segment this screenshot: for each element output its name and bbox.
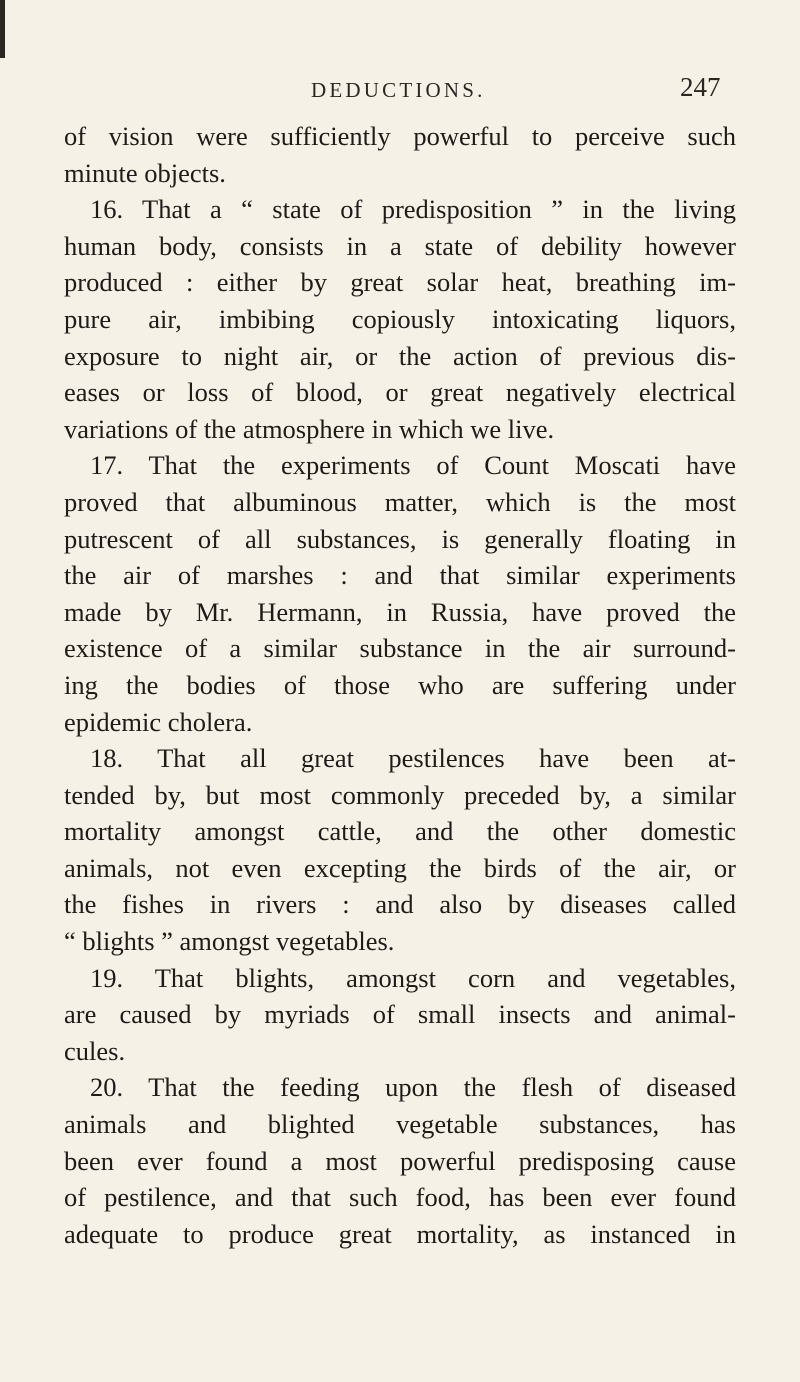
text-line: pure air, imbibing copiously intoxicating liquors, bbox=[64, 303, 736, 334]
text-line: of vision were sufficiently powerful to perceive such bbox=[64, 121, 736, 151]
text-line: proved that albuminous matter, which is the most bbox=[64, 486, 736, 517]
body-text bbox=[64, 118, 736, 1252]
text-line: eases or loss of blood, or great negatively electrical bbox=[64, 377, 736, 408]
paragraph-18-start: 18. That all great pestilences have been at- bbox=[90, 743, 736, 774]
page-edge-shadow bbox=[0, 0, 5, 58]
text-line: cules. bbox=[64, 1035, 126, 1066]
text-line: animals and blighted vegetable substances, has bbox=[64, 1109, 736, 1140]
text-line: putrescent of all substances, is generally floating in bbox=[64, 523, 736, 554]
text-line: adequate to produce great mortality, as instanced in bbox=[64, 1218, 736, 1249]
text-line: made by Mr. Hermann, in Russia, have proved the bbox=[64, 596, 736, 627]
text-line: ing the bodies of those who are suffering under bbox=[64, 669, 736, 700]
text-line: tended by, but most commonly preceded by, a similar bbox=[64, 779, 736, 810]
text-line: exposure to night air, or the action of previous dis- bbox=[64, 340, 736, 371]
paragraph-19-start: 19. That blights, amongst corn and vegetables, bbox=[90, 962, 736, 993]
text-line: existence of a similar substance in the air surround- bbox=[64, 633, 736, 664]
text-line: animals, not even excepting the birds of the air, or bbox=[64, 852, 736, 883]
paragraph-20-start: 20. That the feeding upon the flesh of diseased bbox=[90, 1072, 736, 1103]
paragraph-17-start: 17. That the experiments of Count Moscati have bbox=[90, 450, 736, 481]
text-line: the air of marshes : and that similar experiments bbox=[64, 560, 736, 591]
text-line: the fishes in rivers : and also by diseases called bbox=[64, 889, 736, 920]
page-number: 247 bbox=[680, 72, 721, 102]
paragraph-16-start: 16. That a “ state of predisposition ” in the living bbox=[90, 194, 736, 225]
text-line: mortality amongst cattle, and the other domestic bbox=[64, 816, 736, 847]
running-head: DEDUCTIONS. bbox=[311, 78, 486, 102]
text-line: minute objects. bbox=[64, 157, 226, 188]
text-line: variations of the atmosphere in which we live. bbox=[64, 413, 555, 444]
text-line: been ever found a most powerful predisposing cause bbox=[64, 1145, 736, 1176]
page-header bbox=[0, 72, 800, 108]
text-line: human body, consists in a state of debility however bbox=[64, 230, 736, 261]
text-line: “ blights ” amongst vegetables. bbox=[64, 926, 395, 957]
text-line: of pestilence, and that such food, has been ever found bbox=[64, 1182, 736, 1213]
text-line: produced : either by great solar heat, breathing im- bbox=[64, 267, 736, 298]
text-line: epidemic cholera. bbox=[64, 706, 253, 737]
text-line: are caused by myriads of small insects and animal- bbox=[64, 999, 736, 1030]
